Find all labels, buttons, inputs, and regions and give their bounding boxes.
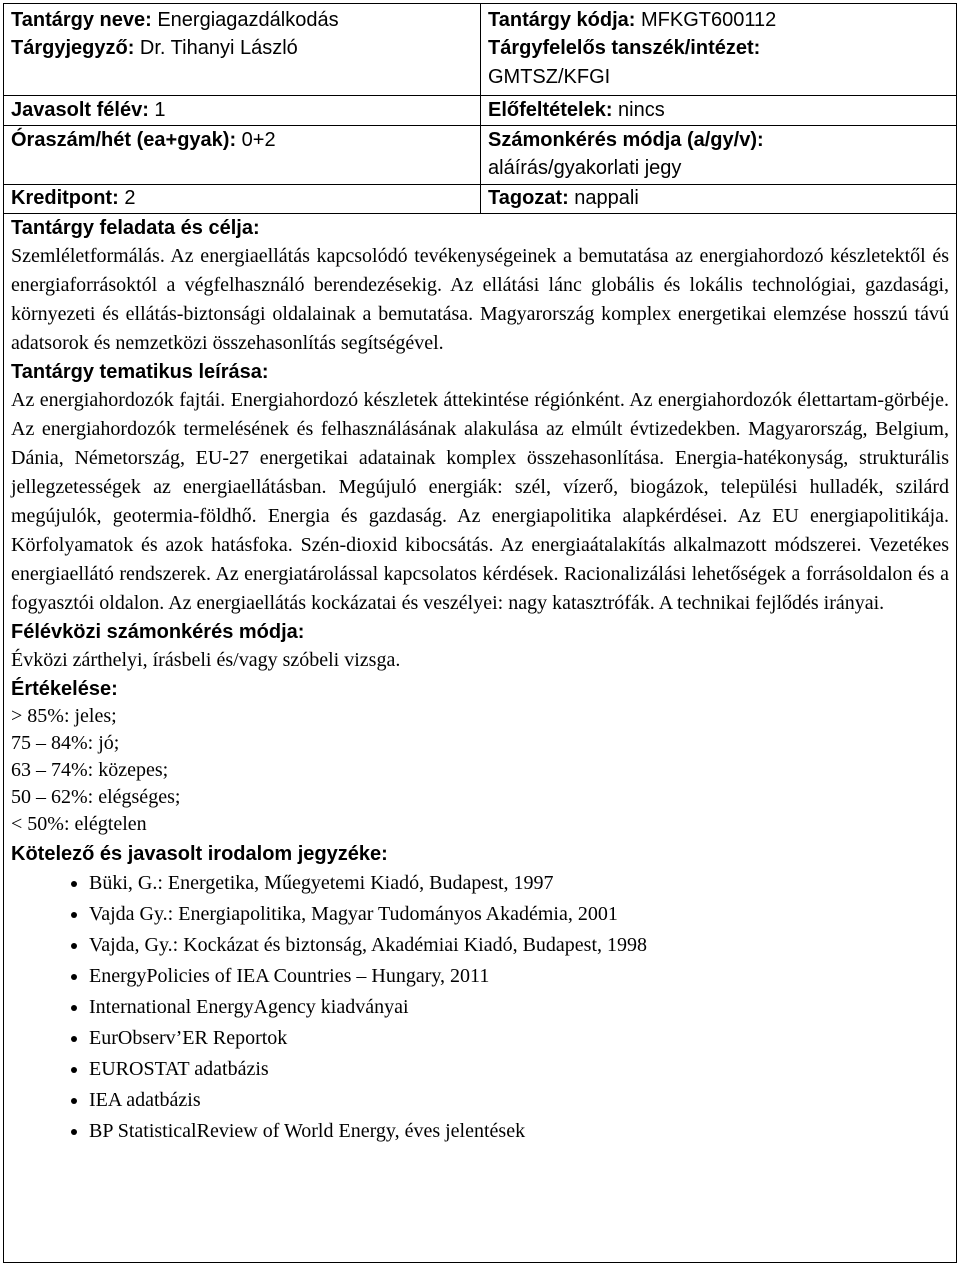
literature-heading: Kötelező és javasolt irodalom jegyzéke: — [11, 843, 388, 865]
department: GMTSZ/KFGI — [488, 66, 611, 88]
hours-label: Óraszám/hét (ea+gyak): — [11, 129, 237, 151]
divider — [481, 95, 956, 96]
grade-item: 75 – 84%: jó; — [11, 732, 120, 754]
subject-name: Energiagazdálkodás — [157, 9, 339, 31]
header-right-column — [481, 4, 956, 213]
literature-item: • EUROSTAT adatbázis — [89, 1054, 949, 1085]
mode-row — [488, 185, 952, 212]
grade-item: > 85%: jeles; — [11, 705, 117, 727]
header-left-column — [4, 4, 481, 213]
code-label: Tantárgy kódja: — [488, 9, 636, 31]
prereq-label: Előfeltételek: — [488, 99, 613, 121]
literature-item: • IEA adatbázis — [89, 1085, 949, 1116]
course-datasheet — [3, 3, 957, 1263]
subject-name-label: Tantárgy neve: — [11, 9, 152, 31]
grade-item: < 50%: elégtelen — [11, 813, 147, 835]
literature-item: • Vajda Gy.: Energiapolitika, Magyar Tudományos Akadémia, 2001 — [89, 899, 949, 930]
credits-row — [11, 185, 476, 212]
mode-label: Tagozat: — [488, 187, 569, 209]
assessment-label: Számonkérés módja (a/gy/v): — [488, 129, 764, 151]
goal-heading: Tantárgy feladata és célja: — [11, 217, 260, 239]
semester: 1 — [154, 99, 166, 121]
divider — [4, 95, 480, 96]
responsible-row — [11, 35, 476, 62]
literature-list — [11, 868, 949, 1147]
exam-text: Évközi zárthelyi, írásbeli és/vagy szóbeli vizsga. — [11, 649, 401, 671]
subject-name-row — [11, 7, 476, 34]
department-label: Tárgyfelelős tanszék/intézet: — [488, 37, 761, 59]
course-body — [4, 214, 956, 1147]
exam-heading: Félévközi számonkérés módja: — [11, 621, 305, 643]
divider — [481, 125, 956, 126]
prereq-row — [488, 97, 952, 124]
code: MFKGT600112 — [641, 9, 777, 31]
literature-item: • Büki, G.: Energetika, Műegyetemi Kiadó, Budapest, 1997 — [89, 868, 949, 899]
literature-item: • EnergyPolicies of IEA Countries – Hungary, 2011 — [89, 961, 949, 992]
literature-item: • International EnergyAgency kiadványai — [89, 992, 949, 1023]
mode: nappali — [574, 187, 639, 209]
topics-heading: Tantárgy tematikus leírása: — [11, 361, 269, 383]
prereq: nincs — [618, 99, 665, 121]
literature-item: • BP StatisticalReview of World Energy, éves jelentések — [89, 1116, 949, 1147]
grade-item: 50 – 62%: elégséges; — [11, 786, 181, 808]
divider — [4, 125, 480, 126]
semester-row — [11, 97, 476, 124]
grading-heading: Értékelése: — [11, 678, 118, 700]
goal-text: Szemléletformálás. Az energiaellátás kapcsolódó tevékenységeinek a bemutatása az energiahordozó készletektől és energiaforrásoktól a végfelhasználó berendezésekig. Az ellátási lánc globális és lokális technológiai, gazdasági, környezeti és ellátás-biztonsági oldalainak a bemutatása. Magyarország komplex energetikai elemzése hosszú távú adatsorok és nemzetközi összehasonlítás segítségével. — [11, 245, 949, 354]
grade-item: 63 – 74%: közepes; — [11, 759, 169, 781]
responsible: Dr. Tihanyi László — [139, 37, 298, 59]
responsible-label: Tárgyjegyző: — [11, 37, 135, 59]
credits-label: Kreditpont: — [11, 187, 119, 209]
hours-row — [11, 127, 476, 154]
code-row — [488, 7, 952, 34]
grading-list — [11, 703, 949, 838]
literature-item: • EurObserv’ER Reportok — [89, 1023, 949, 1054]
topics-text: Az energiahordozók fajtái. Energiahordozó készletek áttekintése régiónként. Az energiahordozók élettartam-görbéje. Az energiahordozók termelésének és felhasználásának alakulása az elmúlt évtizedekben. Magyarország, Belgium, Dánia, Németország, EU-27 energetikai adatainak komplex összehasonlítása. Energia-hatékonyság, strukturális jellegzetességek az energiaellátásban. Megújuló energiák: szél, vízerő, biogázok, települési hulladék, szilárd megújulók, geotermia-földhő. Energia és gazdaság. Az energiapolitika alapkérdései. Az EU energiapolitikája. Körfolyamatok és azok hatásfoka. Szén-dioxid kibocsátás. Az energiaátalakítás alkalmazott módszerei. Vezetékes energiaellátó rendszerek. Az energiatárolással kapcsolatos kérdések. Racionalizálási lehetőségek a forrásoldalon és a fogyasztói oldalon. Az energiaellátás kockázatai és veszélyei: nagy katasztrófák. A technikai fejlődés irányai. — [11, 389, 949, 614]
assessment: aláírás/gyakorlati jegy — [488, 157, 682, 179]
semester-label: Javasolt félév: — [11, 99, 149, 121]
literature-item: • Vajda, Gy.: Kockázat és biztonság, Akadémiai Kiadó, Budapest, 1998 — [89, 930, 949, 961]
hours: 0+2 — [241, 129, 276, 151]
header-table — [4, 4, 956, 214]
credits: 2 — [124, 187, 136, 209]
